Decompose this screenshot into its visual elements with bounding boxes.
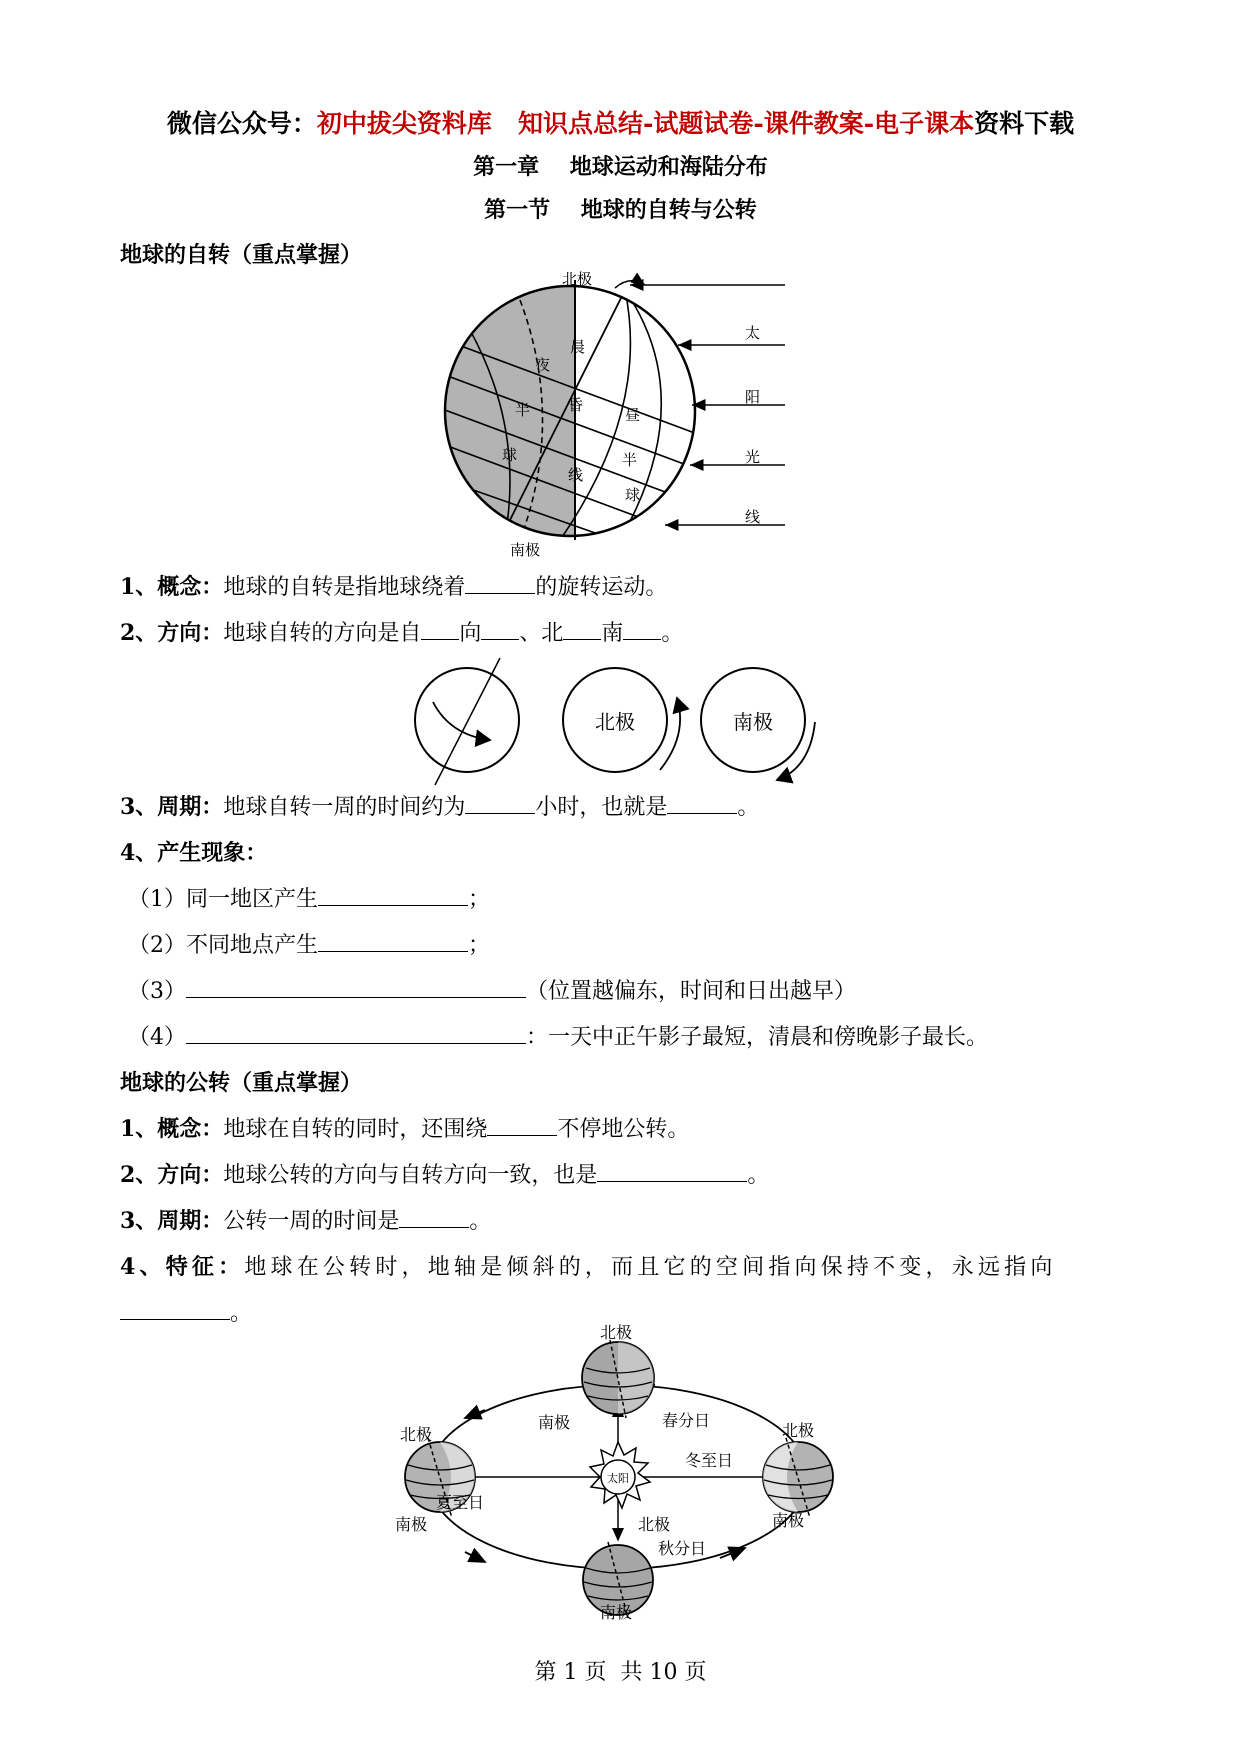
item-label: 3、周期： <box>120 1208 224 1234</box>
item-label: 4、特征： <box>120 1254 245 1280</box>
item-text: 地球自转的方向是自 <box>223 621 422 646</box>
terminator-char-3: 线 <box>568 466 584 484</box>
answer-blank[interactable] <box>318 885 468 906</box>
phenomenon-text: （3） <box>128 979 186 1004</box>
answer-blank[interactable] <box>563 619 601 640</box>
autumn-south-label: 南极 <box>600 1603 633 1622</box>
phenomenon-text: （位置越偏东，时间和日出越早） <box>526 979 857 1004</box>
counterclockwise-arrow-icon <box>660 698 680 770</box>
rotation-item-concept <box>120 570 667 601</box>
item-text: 。 <box>747 1163 770 1188</box>
answer-blank[interactable] <box>465 573 535 594</box>
header-suffix: 资料下载 <box>974 109 1075 138</box>
revolution-item-period <box>120 1204 491 1235</box>
night-char-2: 半 <box>515 401 531 419</box>
orbit-arrow-icon <box>465 1552 485 1562</box>
header-red-text: 初中拔尖资料库 知识点总结-试题试卷-课件教案-电子课本 <box>316 109 975 138</box>
section-title: 第一节 地球的自转与公转 <box>484 197 757 223</box>
item-label: 1、概念： <box>120 574 224 600</box>
autumn-label: 秋分日 <box>658 1539 707 1558</box>
page-total: 10 <box>649 1660 678 1685</box>
summer-label: 夏至日 <box>436 1493 485 1512</box>
item-text: 。 <box>469 1209 492 1234</box>
answer-blank[interactable] <box>399 1207 469 1228</box>
answer-blank[interactable] <box>186 1023 526 1044</box>
terminator-char-2: 昏 <box>568 396 584 414</box>
north-circle-label: 北极 <box>595 710 635 734</box>
earth-spring <box>582 1340 654 1418</box>
item-label: 2、方向： <box>120 620 224 646</box>
clockwise-arrow-icon <box>777 722 815 780</box>
footer-text: 页 共 <box>584 1660 643 1685</box>
spring-north-label: 北极 <box>600 1323 633 1342</box>
side-view-circle <box>415 658 519 785</box>
answer-blank[interactable] <box>421 619 459 640</box>
answer-blank[interactable] <box>481 619 519 640</box>
south-circle-label: 南极 <box>733 710 773 734</box>
answer-blank[interactable] <box>623 619 661 640</box>
revolution-item-feature <box>120 1250 1057 1281</box>
revolution-item-direction <box>120 1158 769 1189</box>
terminator-char-1: 晨 <box>570 338 586 356</box>
item-label: 3、周期： <box>120 794 224 820</box>
phenomenon-3 <box>128 974 856 1005</box>
item-label: 1、概念： <box>120 1116 224 1142</box>
answer-blank[interactable] <box>186 977 526 998</box>
day-char-1: 昼 <box>625 406 641 424</box>
north-view-circle <box>563 668 680 772</box>
winter-label: 冬至日 <box>685 1451 734 1470</box>
rotation-item-phenomena <box>120 836 267 867</box>
phenomenon-2 <box>128 928 490 959</box>
sunlight-char-1: 太 <box>745 324 761 342</box>
spring-label: 春分日 <box>662 1411 711 1430</box>
answer-blank[interactable] <box>597 1161 747 1182</box>
footer-text: 第 <box>534 1660 557 1685</box>
revolution-orbit-figure <box>395 1323 840 1622</box>
item-text: 的旋转运动。 <box>535 575 668 600</box>
item-text: 、北 <box>519 621 564 646</box>
day-char-3: 球 <box>625 486 641 504</box>
sunlight-rays <box>630 285 785 525</box>
page-footer <box>0 1655 1241 1686</box>
rotation-item-direction <box>120 616 683 647</box>
phenomenon-1 <box>128 882 490 913</box>
item-text: 南 <box>601 621 624 646</box>
item-text: 。 <box>737 795 760 820</box>
rotation-south-pole-label: 南极 <box>510 541 541 559</box>
header-banner <box>0 104 1241 140</box>
revolution-heading: 地球的公转（重点掌握） <box>120 1070 363 1096</box>
answer-blank[interactable] <box>465 793 535 814</box>
item-text: 不停地公转。 <box>557 1117 690 1142</box>
answer-blank[interactable] <box>487 1115 557 1136</box>
revolution-item-concept <box>120 1112 689 1143</box>
south-view-circle <box>701 668 815 780</box>
item-text: 地球在公转时，地轴是倾斜的，而且它的空间指向保持不变，永远指向 <box>244 1255 1057 1280</box>
rotation-item-period <box>120 790 759 821</box>
night-char-1: 夜 <box>535 356 551 374</box>
phenomenon-text: ：一天中正午影子最短，清晨和傍晚影子最长。 <box>526 1025 989 1050</box>
sunlight-char-4: 线 <box>745 508 761 526</box>
sun-label: 太阳 <box>607 1472 629 1485</box>
phenomenon-4 <box>128 1020 988 1051</box>
sunlight-char-3: 光 <box>745 448 761 466</box>
item-text: 地球在自转的同时，还围绕 <box>223 1117 488 1142</box>
item-text: 地球的自转是指地球绕着 <box>223 575 466 600</box>
answer-blank[interactable] <box>318 931 468 952</box>
item-text: 地球公转的方向与自转方向一致，也是 <box>223 1163 598 1188</box>
header-prefix: 微信公众号： <box>166 109 317 138</box>
page-number: 1 <box>563 1660 578 1685</box>
phenomenon-text: （1）同一地区产生 <box>128 887 318 912</box>
item-text: 小时，也就是 <box>535 795 668 820</box>
item-label: 4、产生现象： <box>120 840 268 866</box>
footer-text: 页 <box>684 1660 707 1685</box>
sun-icon <box>590 1442 650 1508</box>
rotation-direction-figure <box>405 650 845 790</box>
item-text: 。 <box>661 621 684 646</box>
answer-blank[interactable] <box>120 1299 230 1320</box>
item-text: 。 <box>230 1301 253 1326</box>
phenomenon-text: ； <box>468 933 491 958</box>
phenomenon-text: （4） <box>128 1025 186 1050</box>
rotation-north-pole-label: 北极 <box>562 270 593 288</box>
item-text: 向 <box>459 621 482 646</box>
day-char-2: 半 <box>622 451 638 469</box>
earth-winter <box>763 1438 833 1518</box>
autumn-north-label: 北极 <box>638 1515 671 1534</box>
item-label: 2、方向： <box>120 1162 224 1188</box>
chapter-title: 第一章 地球运动和海陆分布 <box>473 154 768 180</box>
phenomenon-text: ； <box>468 887 491 912</box>
winter-south-label: 南极 <box>772 1511 805 1530</box>
night-char-3: 球 <box>502 446 518 464</box>
rotation-globe-figure <box>440 270 800 560</box>
answer-blank[interactable] <box>667 793 737 814</box>
winter-north-label: 北极 <box>782 1421 815 1440</box>
item-text: 公转一周的时间是 <box>223 1209 400 1234</box>
phenomenon-text: （2）不同地点产生 <box>128 933 318 958</box>
rotation-heading: 地球的自转（重点掌握） <box>120 242 363 268</box>
summer-north-label: 北极 <box>400 1425 433 1444</box>
spring-south-label: 南极 <box>538 1413 571 1432</box>
item-text: 地球自转一周的时间约为 <box>223 795 466 820</box>
revolution-item-feature-cont <box>120 1296 252 1327</box>
sunlight-char-2: 阳 <box>745 388 761 406</box>
summer-south-label: 南极 <box>395 1515 428 1534</box>
